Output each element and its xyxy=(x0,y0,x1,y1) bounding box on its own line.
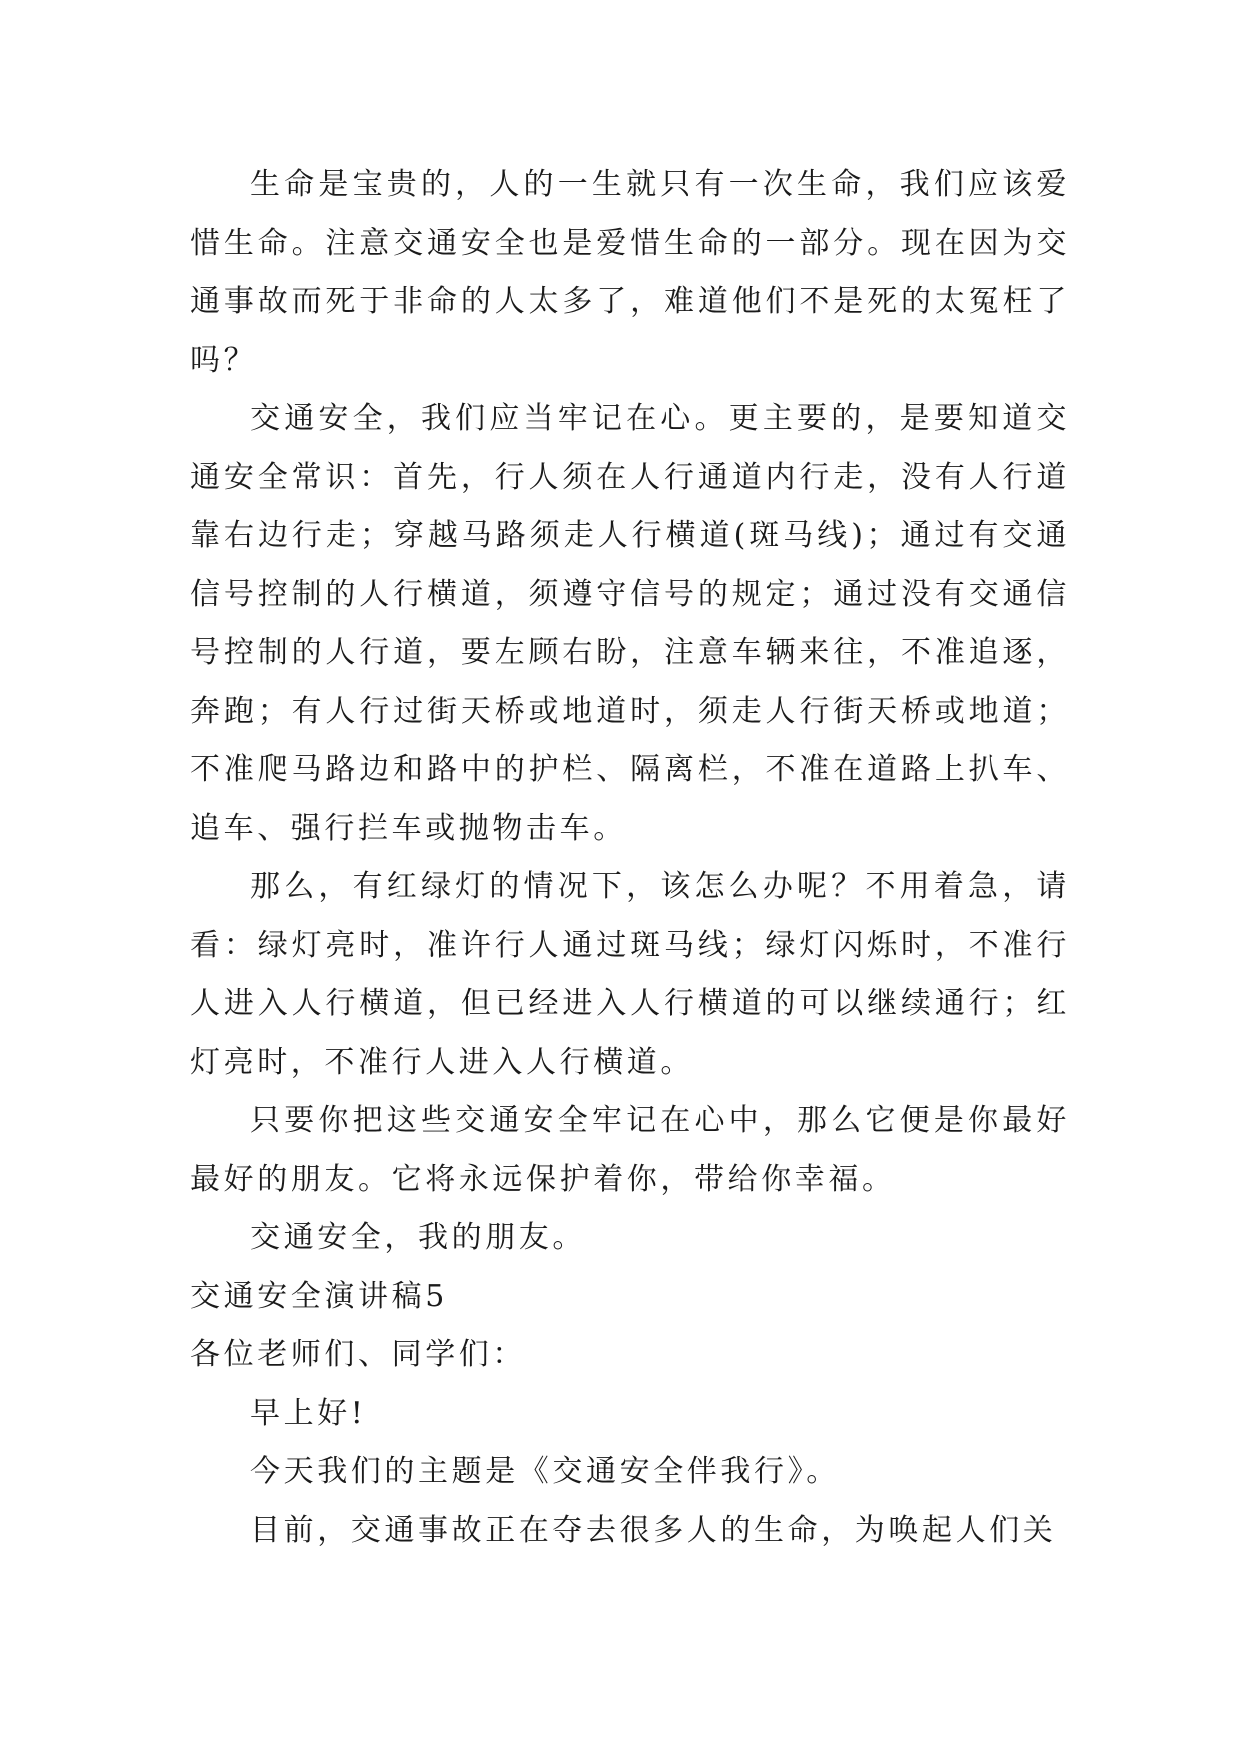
paragraph-2: 交通安全，我们应当牢记在心。更主要的，是要知道交通安全常识：首先，行人须在人行通道内行走，没有人行道靠右边行走；穿越马路须走人行横道(斑马线)；通过有交通信号控制的人行横道，须遵守信号的规定；通过没有交通信号控制的人行道，要左顾右盼，注意车辆来往，不准追逐，奔跑；有人行过街天桥或地道时，须走人行街天桥或地道；不准爬马路边和路中的护栏、隔离栏，不准在道路上扒车、追车、强行拦车或抛物击车。 xyxy=(190,401,1070,846)
greeting: 早上好! xyxy=(250,1395,367,1431)
paragraph-4: 只要你把这些交通安全牢记在心中，那么它便是你最好最好的朋友。它将永远保护着你，带给你幸福。 xyxy=(190,1103,1070,1197)
salutation: 各位老师们、同学们： xyxy=(190,1337,526,1372)
theme-paragraph: 今天我们的主题是《交通安全伴我行》。 xyxy=(250,1454,840,1489)
closing-paragraph: 目前，交通事故正在夺去很多人的生命，为唤起人们关 xyxy=(250,1512,1057,1548)
paragraph-3: 那么，有红绿灯的情况下，该怎么办呢？不用着急，请看：绿灯亮时，准许行人通过斑马线；绿灯闪烁时，不准行人进入人行横道，但已经进入人行横道的可以继续通行；红灯亮时，不准行人进入人行横道。 xyxy=(190,869,1070,1080)
document-page xyxy=(190,156,1070,1560)
paragraph-5: 交通安全，我的朋友。 xyxy=(250,1220,586,1255)
paragraph-1: 生命是宝贵的，人的一生就只有一次生命，我们应该爱惜生命。注意交通安全也是爱惜生命的一部分。现在因为交通事故而死于非命的人太多了，难道他们不是死的太冤枉了吗？ xyxy=(190,167,1070,378)
section-title: 交通安全演讲稿5 xyxy=(190,1278,448,1314)
